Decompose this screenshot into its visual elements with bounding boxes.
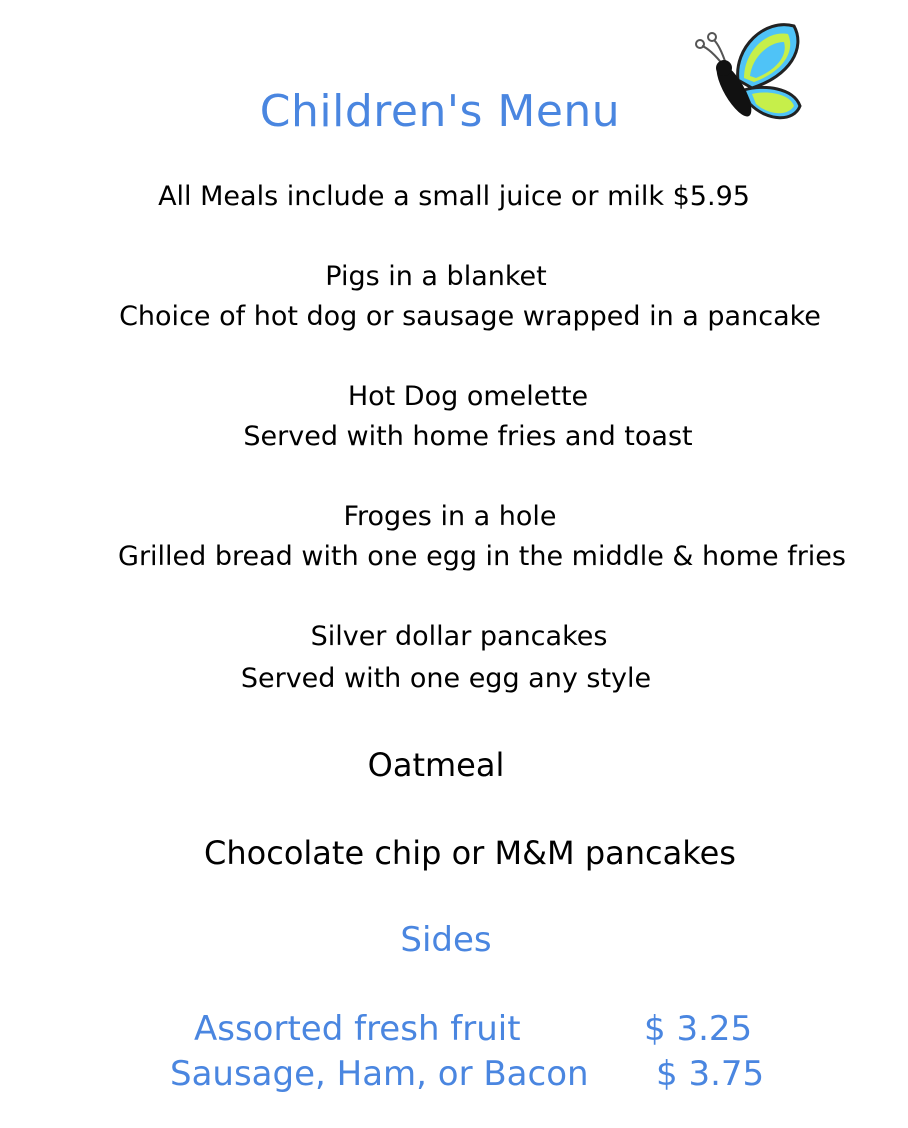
menu-title: Children's Menu [259,86,621,137]
side-item-name: Sausage, Ham, or Bacon [170,1054,589,1094]
menu-item-description: Grilled bread with one egg in the middle & home fries [118,541,846,572]
sides-heading: Sides [400,920,492,960]
butterfly-icon [694,18,810,126]
side-item-name: Assorted fresh fruit [194,1009,521,1049]
menu-item-name: Pigs in a blanket [325,261,547,292]
menu-item-description: Choice of hot dog or sausage wrapped in a pancake [119,301,821,332]
menu-item-name: Froges in a hole [343,501,557,532]
menu-item-description: Served with home fries and toast [243,421,693,452]
menu-item-chocolate-pancakes: Chocolate chip or M&M pancakes [204,834,736,872]
menu-item-oatmeal: Oatmeal [367,746,505,784]
side-item-price: $ 3.75 [656,1054,765,1094]
menu-item-description: Served with one egg any style [240,663,652,694]
side-item-price: $ 3.25 [644,1009,753,1049]
menu-item-name: Hot Dog omelette [347,381,589,412]
meals-intro: All Meals include a small juice or milk $5.95 [158,181,750,212]
menu-item-name: Silver dollar pancakes [310,621,608,652]
